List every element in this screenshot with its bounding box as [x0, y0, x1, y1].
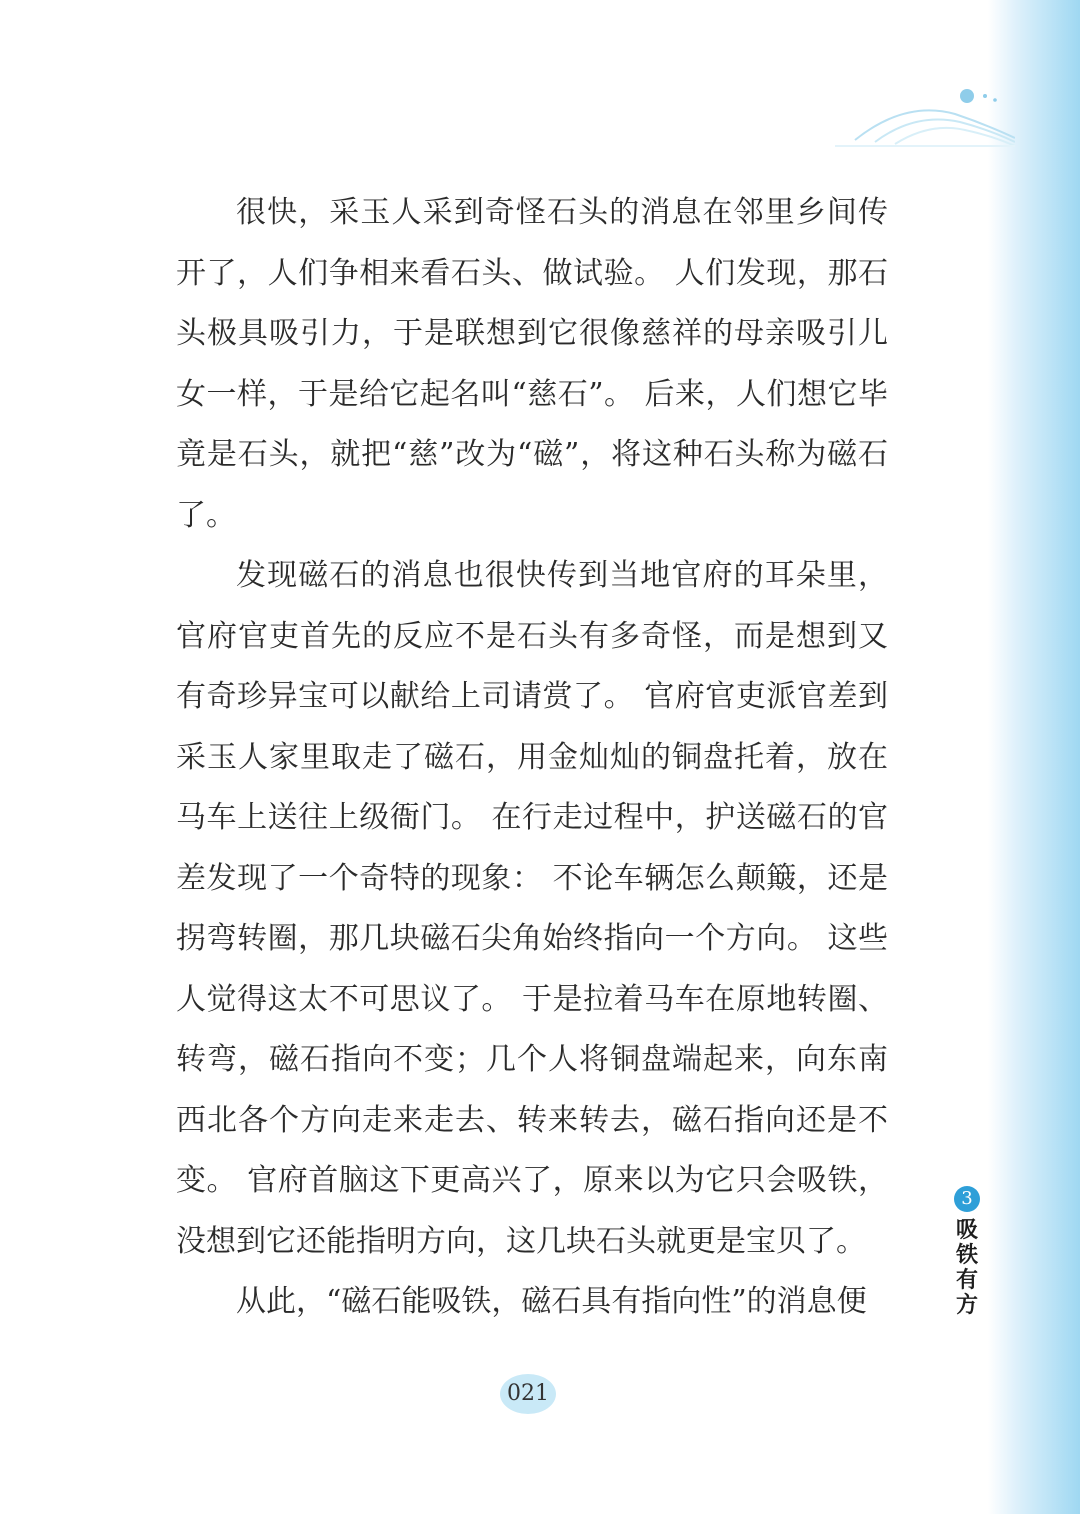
- chapter-number: 3: [954, 1186, 980, 1212]
- chapter-marker: [952, 1186, 982, 1318]
- paragraph: 很快，采玉人采到奇怪石头的消息在邻里乡间传开了，人们争相来看石头、做试验。 人们发现，那石头极具吸引力，于是联想到它很像慈祥的母亲吸引儿女一样，于是给它起名叫“慈石”。 后来，人们想它毕竟是石头，就把“慈”改为“磁”，将这种石头称为磁石了。: [176, 195, 888, 533]
- body-text: [176, 183, 888, 1333]
- paragraph: 从此，“磁石能吸铁，磁石具有指向性”的消息便: [236, 1284, 867, 1319]
- page-number: 021: [500, 1374, 556, 1414]
- side-color-band: [988, 0, 1080, 1514]
- chapter-title: 吸铁有方: [955, 1217, 978, 1318]
- paragraph: 发现磁石的消息也很快传到当地官府的耳朵里，官府官吏首先的反应不是石头有多奇怪，而是想到又有奇珍异宝可以献给上司请赏了。 官府官吏派官差到采玉人家里取走了磁石，用金灿灿的铜盘托着，放在马车上送往上级衙门。 在行走过程中，护送磁石的官差发现了一个奇特的现象： 不论车辆怎么颠簸，还是拐弯转圈，那几块磁石尖角始终指向一个方向。 这些人觉得这太不可思议了。 于是拉着马车在原地转圈、转弯，磁石指向不变；几个人将铜盘端起来，向东南西北各个方向走来走去、转来转去，磁石指向还是不变。 官府首脑这下更高兴了，原来以为它只会吸铁，没想到它还能指明方向，这几块石头就更是宝贝了。: [176, 558, 888, 1259]
- wave-moon-decoration-icon: [835, 80, 1015, 150]
